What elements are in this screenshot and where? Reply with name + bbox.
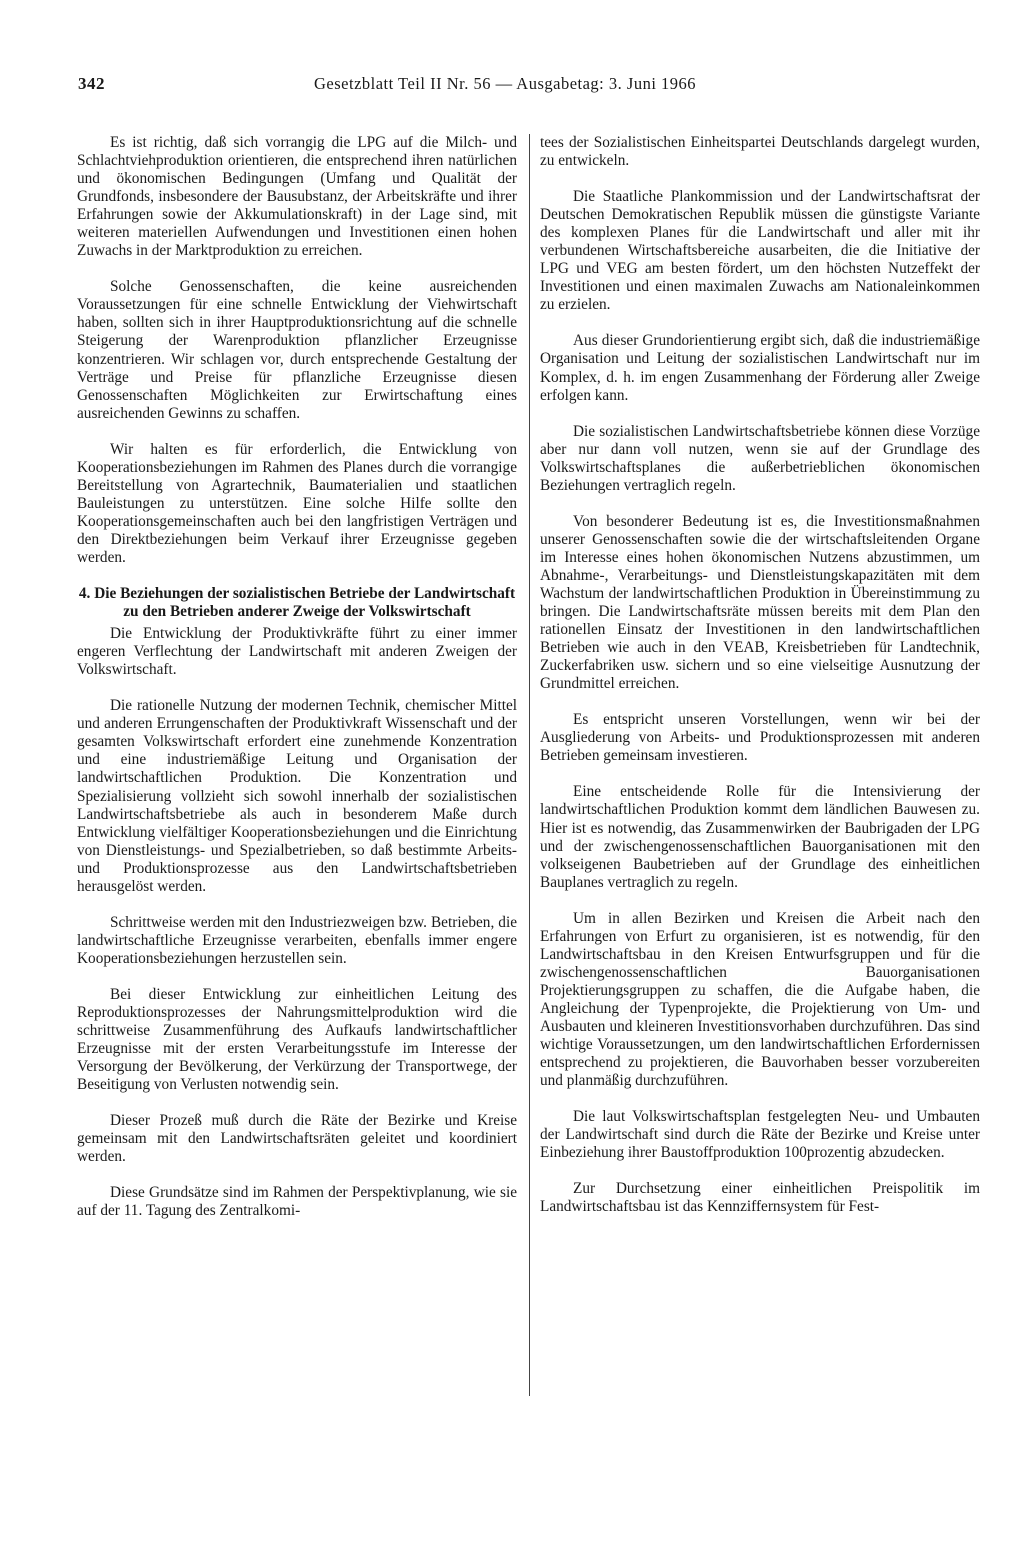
paragraph: Dieser Prozeß muß durch die Räte der Bezirke und Kreise gemeinsam mit den Landwirtschaftsräten geleitet und koordiniert werden. — [77, 1112, 517, 1166]
paragraph: tees der Sozialistischen Einheitspartei Deutschlands dargelegt wurden, zu entwickeln. — [540, 134, 980, 170]
paragraph: Bei dieser Entwicklung zur einheitlichen Leitung des Reproduktionsprozesses der Nahrungsmittelproduktion wird die schrittweise Zusammenführung des Aufkaufs landwirtschaftlicher Erzeugnisse mit der ersten Verarbeitungsstufe im Interesse der Versorgung der Bevölkerung, der Verkürzung der Transportwege, der Beseitigung von Verlusten notwendig sein. — [77, 985, 517, 1094]
right-column — [540, 134, 980, 1234]
paragraph: Wir halten es für erforderlich, die Entwicklung von Kooperationsbeziehungen im Rahmen des Planes durch die vorrangige Bereitstellung von Agrartechnik, Baumaterialien und staatlichen Bauleistungen zu unterstützen. Eine solche Hilfe sollte den Kooperationsgemeinschaften auch bei den langfristigen Verträgen und den Direktbeziehungen beim Verkauf ihrer Erzeugnisse gegeben werden. — [77, 440, 517, 566]
column-divider — [529, 134, 530, 1396]
page-number: 342 — [78, 74, 105, 93]
paragraph: Es entspricht unseren Vorstellungen, wenn wir bei der Ausgliederung von Arbeits- und Produktionsprozessen mit anderen Betrieben gemeinsam investieren. — [540, 711, 980, 765]
paragraph: Eine entscheidende Rolle für die Intensivierung der landwirtschaftlichen Produktion kommt dem ländlichen Bauwesen zu. Hier ist es notwendig, das Zusammenwirken der Baubrigaden der LPG und der zwischengenossenschaftlichen Bauorganisationen mit den volkseigenen Baubetrieben auf der Grundlage des einheitlichen Bauplanes vertraglich zu regeln. — [540, 783, 980, 891]
paragraph: Schrittweise werden mit den Industriezweigen bzw. Betrieben, die landwirtschaftliche Erzeugnisse verarbeiten, ebenfalls immer engere Kooperationsbeziehungen herzustellen sein. — [77, 913, 517, 967]
paragraph: Die laut Volkswirtschaftsplan festgelegten Neu- und Umbauten der Landwirtschaft sind durch die Räte der Bezirke und Kreise unter Einbeziehung ihrer Baustoffproduktion 100prozentig abzudecken. — [540, 1108, 980, 1162]
paragraph: Es ist richtig, daß sich vorrangig die LPG auf die Milch- und Schlachtviehproduktion orientieren, die entsprechend ihren natürlichen und ökonomischen Bedingungen (Umfang und Qualität der Grundfonds, insbesondere der Bausubstanz, der Arbeitskräfte und ihrer Erfahrungen sowie der Akkumulationskraft) in der Lage sind, mit weiteren materiellen Aufwendungen und Investitionen einen hohen Zuwachs in der Marktproduktion zu erreichen. — [77, 134, 517, 260]
paragraph: Die rationelle Nutzung der modernen Technik, chemischer Mittel und anderen Errungenschaften der Produktivkraft Wissenschaft und der gesamten Volkswirtschaft erfordert eine zunehmende Konzentration und eine industriemäßige Leitung und Organisation der landwirtschaftlichen Produktion. Die Konzentration und Spezialisierung vollzieht sich sowohl innerhalb der sozialistischen Landwirtschaftsbetriebe als auch in besonderem Maße durch Entwicklung vielfältiger Kooperationsbeziehungen und die Einrichtung von Dienstleistungs- und Spezialbetrieben, so daß bestimmte Arbeits- und Produktionsprozesse aus den Landwirtschaftsbetrieben herausgelöst werden. — [77, 697, 517, 895]
paragraph: Diese Grundsätze sind im Rahmen der Perspektivplanung, wie sie auf der 11. Tagung des Zentralkomi- — [77, 1184, 517, 1220]
left-column — [77, 134, 517, 1238]
paragraph: Die Entwicklung der Produktivkräfte führt zu einer immer engeren Verflechtung der Landwirtschaft mit anderen Zweigen der Volkswirtschaft. — [77, 625, 517, 679]
running-title: Gesetzblatt Teil II Nr. 56 — Ausgabetag: 3. Juni 1966 — [314, 74, 697, 93]
paragraph: Die Staatliche Plankommission und der Landwirtschaftsrat der Deutschen Demokratischen Republik müssen die günstigste Variante des komplexen Planes für die Landwirtschaft und aller mit ihr verbundenen Wirtschaftsbereiche ausarbeiten, die die Initiative der LPG und VEG am besten fördert, um den höchsten Nutzeffekt der Investitionen und einen maximalen Zuwachs am Nationaleinkommen zu erzielen. — [540, 188, 980, 314]
paragraph: Von besonderer Bedeutung ist es, die Investitionsmaßnahmen unserer Genossenschaften sowie die der wirtschaftsleitenden Organe im Interesse eines hohen ökonomischen Nutzens abzustimmen, um Abnahme-, Verarbeitungs- und Dienstleistungskapazitäten mit dem Wachstum der landwirtschaftlichen Produktion in Übereinstimmung zu bringen. Die Landwirtschaftsräte müssen bereits mit dem Plan den rationellen Einsatz der Investitionen in den landwirtschaftlichen Betrieben wie auch in den VEAB, Kreisbetrieben für Landtechnik, Zuckerfabriken usw. sichern und so eine vielseitige Ausnutzung der Grundmittel erreichen. — [540, 512, 980, 693]
paragraph: Zur Durchsetzung einer einheitlichen Preispolitik im Landwirtschaftsbau ist das Kennziffernsystem für Fest- — [540, 1180, 980, 1216]
page-header — [78, 74, 980, 102]
section-heading: 4. Die Beziehungen der sozialistischen Betriebe der Landwirtschaft zu den Betrieben anderer Zweige der Volkswirtschaft — [78, 585, 516, 621]
paragraph: Um in allen Bezirken und Kreisen die Arbeit nach den Erfahrungen von Erfurt zu organisieren, ist es notwendig, für den Landwirtschaftsbau in den Kreisen Entwurfsgruppen und für die zwischengenossenschaftlichen Bauorganisationen Projektierungsgruppen zu schaffen, die die Aufgabe haben, die Angleichung der Typenprojekte, die Projektierung von Um- und Ausbauten und kleineren Investitionsvorhaben durchzuführen. Das sind wichtige Voraussetzungen, um den landwirtschaftlichen Erfordernissen entsprechend zu projektieren, die Bauvorhaben besser vorzubereiten und planmäßig durchzuführen. — [540, 909, 980, 1090]
paragraph: Solche Genossenschaften, die keine ausreichenden Voraussetzungen für eine schnelle Entwicklung der Viehwirtschaft haben, sollten sich in ihrer Hauptproduktionsrichtung auf die schnelle Steigerung der Warenproduktion pflanzlicher Erzeugnisse konzentrieren. Wir schlagen vor, durch entsprechende Gestaltung der Verträge und Preise für pflanzliche Erzeugnisse diesen Genossenschaften Möglichkeiten zur Erwirtschaftung eines ausreichenden Gewinns zu schaffen. — [77, 278, 517, 422]
paragraph: Die sozialistischen Landwirtschaftsbetriebe können diese Vorzüge aber nur dann voll nutzen, wenn sie auf der Grundlage des Volkswirtschaftsplanes die außerbetrieblichen ökonomischen Beziehungen vertraglich regeln. — [540, 422, 980, 494]
paragraph: Aus dieser Grundorientierung ergibt sich, daß die industriemäßige Organisation und Leitung der sozialistischen Landwirtschaft nur im Komplex, d. h. im engen Zusammenhang der Förderung aller Zweige erfolgen kann. — [540, 332, 980, 404]
